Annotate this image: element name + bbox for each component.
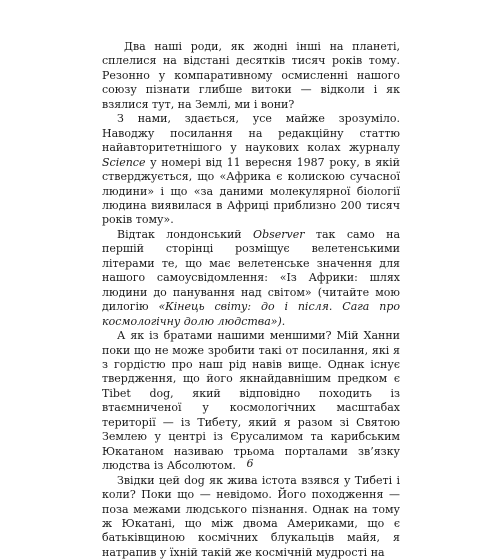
paragraph	[102, 329, 400, 474]
text-run: З нами, здається, усе майже зрозуміло. Наводжу посилання на редакційну статтю найавторитетнішого у наукових колах журналу	[102, 112, 400, 155]
paragraph	[102, 228, 400, 329]
book-title: «Кінець світу: до і після. Сага про космологічну долю людства»).	[102, 300, 400, 328]
text-run: так само на першій сторінці розміщує велетенськими літерами те, що має велетенське значення для нашого самоусвідомлення: «Із Африки: шлях людини до панування над світом» (читайте мою дилогію	[102, 227, 401, 314]
text-run: Звідки цей dog як жива істота взявся у Тибеті і коли? Поки що — невідомо. Його походження — поза межами людського пізнання. Однак на тому ж Юкатані, що між двома Америками, що є батьківщиною космічних блукальців майя, я натрапив у їхній такій же космічній мудрості на	[102, 473, 400, 559]
journal-title: Science	[102, 155, 146, 169]
paragraph	[102, 112, 400, 228]
paragraph	[102, 474, 400, 560]
page-number: 6	[246, 457, 254, 470]
text-run: А як із братами нашими меншими? Мій Ханни поки що не може зробити такі от посилання, які я з гордістю про наш рід навів вище. Однак існує твердження, що його якнайдавнішим предком є Tibet dog, який відповідно походить із втаємниченої у космологічних масштабах території — із Тибету, який я разом зі Святою Землею у центрі із Єрусалимом та карибським Юкатаном називаю трьома порталами зв’язку людства із Абсолютом.	[102, 329, 400, 473]
paragraph	[102, 40, 400, 112]
text-run: у номері від 11 вересня 1987 року, в якій стверджується, що «Африка є колискою сучасної людини» і що «за даними молекулярної біології людина виявилася в Африці приблизно 200 тисяч років тому».	[102, 155, 400, 227]
text-run: Відтак лондонський	[117, 227, 254, 241]
body-text	[102, 40, 400, 560]
text-run: Два наші роди, як жодні інші на планеті, сплелися на відстані десятків тисяч років тому. Резонно у компаративному осмисленні нашого союзу пізнати глибше витоки — відколи і як взялися тут, на Землі, ми і вони?	[102, 40, 400, 111]
newspaper-title: Observer	[253, 227, 305, 241]
